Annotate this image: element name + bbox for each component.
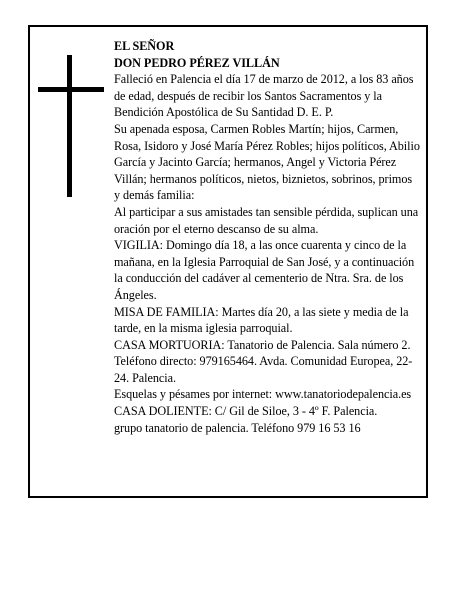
cross-vertical-bar xyxy=(67,55,72,197)
obituary-heading-name: DON PEDRO PÉREZ VILLÁN xyxy=(114,55,280,70)
death-announcement: Falleció en Palencia el día 17 de marzo de 2012, a los 83 años de edad, después de recibir los Santos Sacramentos y la Bendición Apostólica de Su Santidad D. E. P. xyxy=(114,72,414,120)
family-mass-info: MISA DE FAMILIA: Martes día 20, a las siete y media de la tarde, en la misma iglesia parroquial. xyxy=(114,304,409,336)
funeral-home-info: CASA MORTUORIA: Tanatorio de Palencia. Sala número 2. Teléfono directo: 979165464. Avda. Comunidad Europea, 22-24. Palencia. xyxy=(114,337,413,385)
vigil-info: VIGILIA: Domingo día 18, a las once cuarenta y cinco de la mañana, en la Iglesia Parroquial de San José, y a continuación la conducción del cadáver al cementerio de Ntra. Sra. de los Ángeles. xyxy=(114,238,415,302)
internet-condolences: Esquelas y pésames por internet: www.tanatoriodepalencia.es xyxy=(114,387,412,402)
funeral-group-phone: grupo tanatorio de palencia. Teléfono 979 16 53 16 xyxy=(114,420,361,435)
obituary-heading-title: EL SEÑOR xyxy=(114,39,175,53)
obituary-text xyxy=(114,38,420,436)
cross-icon xyxy=(38,55,104,197)
family-list: Su apenada esposa, Carmen Robles Martín; hijos, Carmen, Rosa, Isidoro y José María Pérez Robles; hijos políticos, Abilio García y Jacinto García; hermanos, Angel y Victoria Pérez Villán; hermanos políticos, nietos, biznietos, sobrinos, primos y demás familia: xyxy=(114,121,420,203)
prayer-request: Al participar a sus amistades tan sensible pérdida, suplican una oración por el eterno descanso de su alma. xyxy=(114,204,419,236)
cross-horizontal-bar xyxy=(38,87,104,92)
mourning-house-address: CASA DOLIENTE: C/ Gil de Siloe, 3 - 4º F. Palencia. xyxy=(114,404,378,419)
